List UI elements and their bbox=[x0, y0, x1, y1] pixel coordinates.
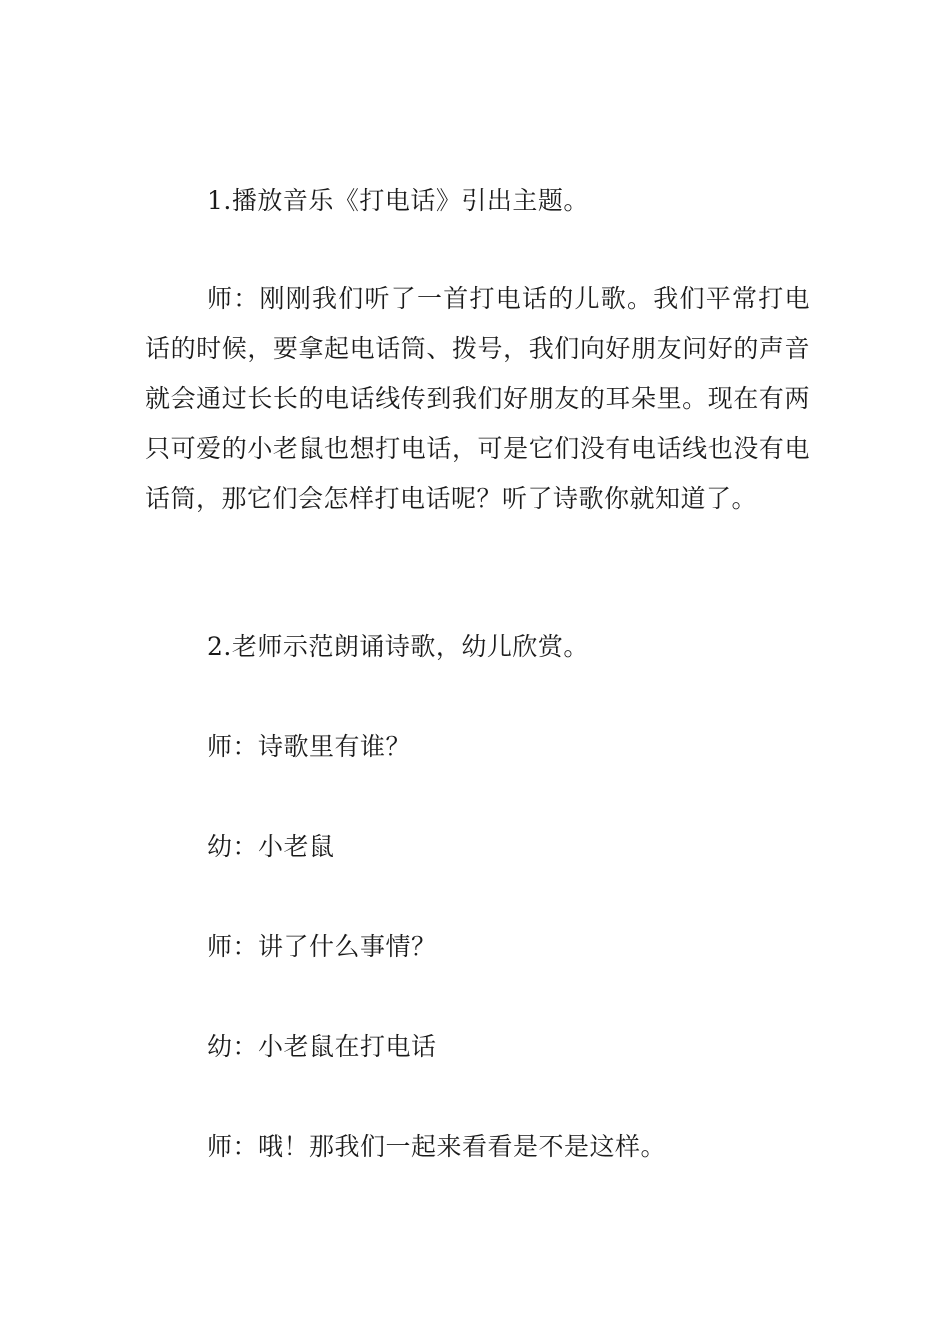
step-2-heading: 2.老师示范朗诵诗歌，幼儿欣赏。 bbox=[207, 632, 589, 661]
dialogue-line: 师：哦！那我们一起来看看是不是这样。 bbox=[207, 1132, 667, 1161]
teacher-intro-paragraph: 师：刚刚我们听了一首打电话的儿歌。我们平常打电话的时候，要拿起电话筒、拨号，我们向好朋友问好的声音就会通过长长的电话线传到我们好朋友的耳朵里。现在有两只可爱的小老鼠也想打电话，可是它们没有电话线也没有电话筒，那它们会怎样打电话呢？听了诗歌你就知道了。 bbox=[145, 284, 810, 513]
step-1-heading: 1.播放音乐《打电话》引出主题。 bbox=[207, 186, 589, 215]
dialogue-line: 师：讲了什么事情？ bbox=[207, 932, 437, 961]
dialogue-line: 幼：小老鼠在打电话 bbox=[207, 1032, 437, 1061]
dialogue-line: 幼：小老鼠 bbox=[207, 832, 335, 861]
dialogue-line: 师：诗歌里有谁？ bbox=[207, 732, 412, 761]
